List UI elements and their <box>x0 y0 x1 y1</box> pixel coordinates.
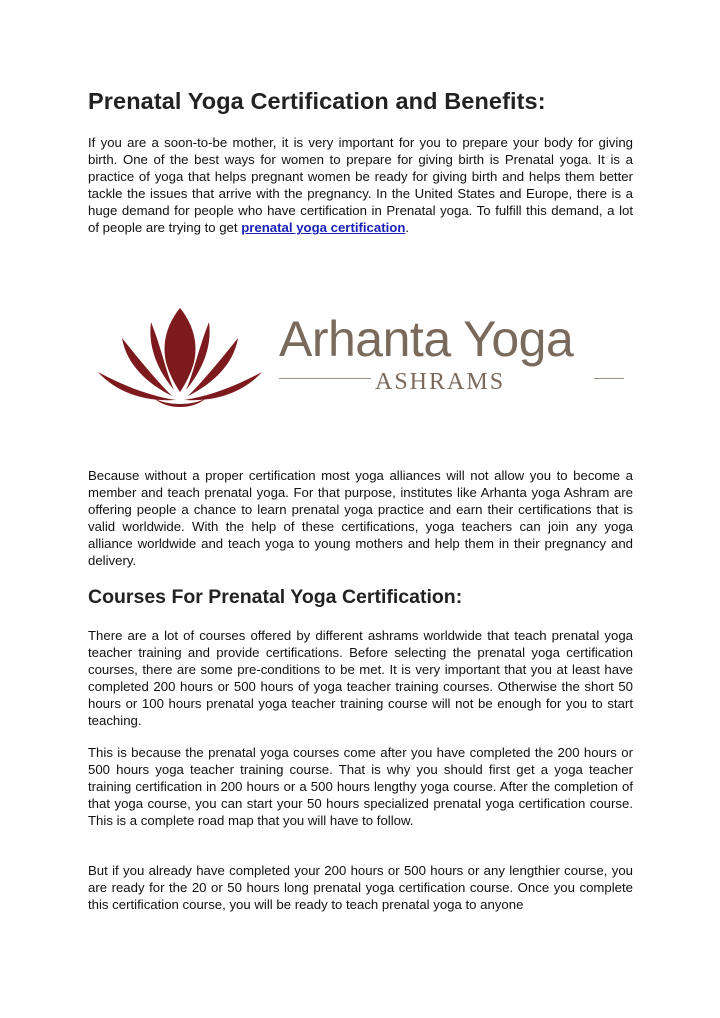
arhanta-yoga-logo <box>96 300 631 420</box>
page-title: Prenatal Yoga Certification and Benefits: <box>88 88 546 114</box>
intro-paragraph <box>88 134 633 237</box>
paragraph-road-map: This is because the prenatal yoga courses come after you have completed the 200 hours or 500 hours yoga teacher training course. That is why you should first get a yoga teacher training certification in 200 hours or a 500 hours lengthy yoga course. After the completion of that yoga course, you can start your 50 hours specialized prenatal yoga certification course. This is a complete road map that you will have to follow. <box>88 745 633 829</box>
prenatal-yoga-certification-link[interactable]: prenatal yoga certification <box>241 220 406 236</box>
paragraph-without-certification: Because without a proper certification most yoga alliances will not allow you to become a member and teach prenatal yoga. For that purpose, institutes like Arhanta yoga Ashram are offering people a chance to learn prenatal yoga practice and earn their certifications that is valid worldwide. With the help of these certifications, yoga teachers can join any yoga alliance worldwide and teach yoga to young mothers and help them in their pregnancy and delivery. <box>88 468 633 569</box>
logo-rule-left <box>279 378 371 379</box>
logo-rule-right <box>594 378 624 379</box>
logo-wordmark: Arhanta Yoga <box>279 311 574 367</box>
paragraph-courses-offered: There are a lot of courses offered by different ashrams worldwide that teach prenatal yoga teacher training and provide certifications. Before selecting the prenatal yoga certification courses, there are some pre-conditions to be met. It is very important that you at least have completed 200 hours or 500 hours of yoga teacher training courses. Otherwise the short 50 hours or 100 hours prenatal yoga teacher training course will not be enough for you to start teaching. <box>88 628 633 729</box>
intro-end: . <box>405 220 410 236</box>
intro-text: If you are a soon-to-be mother, it is very important for you to prepare your body for giving birth. One of the best ways for women to prepare for giving birth is Prenatal yoga. It is a practice of yoga that helps pregnant women be ready for giving birth and helps them better tackle the issues that arrive with the pregnancy. In the United States and Europe, there is a huge demand for people who have certification in Prenatal yoga. To fulfill this demand, a lot of people are trying to get <box>88 135 633 236</box>
paragraph-already-completed: But if you already have completed your 200 hours or 500 hours or any lengthier course, you are ready for the 20 or 50 hours long prenatal yoga certification course. Once you complete this certification course, you will be ready to teach prenatal yoga to anyone <box>88 863 633 913</box>
logo-subtitle: ASHRAMS <box>375 369 506 395</box>
section-heading-courses: Courses For Prenatal Yoga Certification: <box>88 586 463 608</box>
